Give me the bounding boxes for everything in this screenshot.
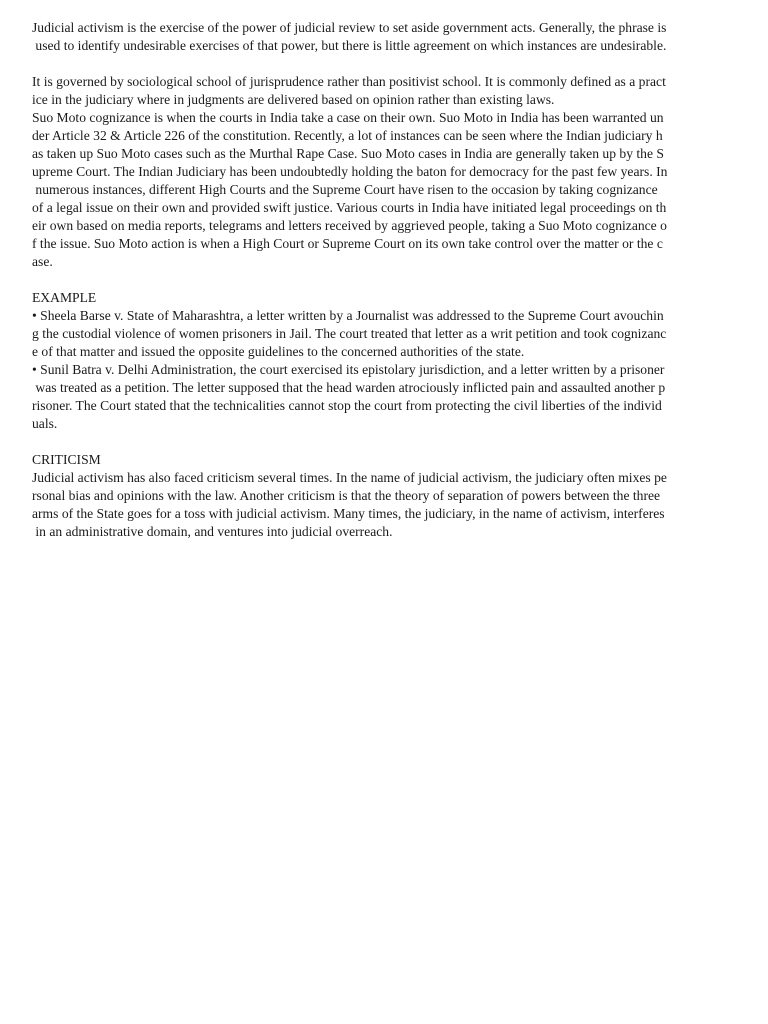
text-line: • Sheela Barse v. State of Maharashtra, a letter written by a Journalist was addressed to the Supreme Court avouchin (32, 308, 664, 323)
text-line: ase. (32, 254, 53, 269)
text-line: numerous instances, different High Courts and the Supreme Court have risen to the occasion by taking cognizance (32, 182, 658, 197)
text-line: used to identify undesirable exercises of that power, but there is little agreement on which instances are undesirable. (32, 38, 667, 53)
text-line: in an administrative domain, and ventures into judicial overreach. (32, 524, 393, 539)
text-line: arms of the State goes for a toss with judicial activism. Many times, the judiciary, in the name of activism, interferes (32, 506, 665, 521)
text-line: was treated as a petition. The letter supposed that the head warden atrociously inflicted pain and assaulted another p (32, 380, 666, 395)
text-line: of a legal issue on their own and provided swift justice. Various courts in India have initiated legal proceedings on th (32, 200, 667, 215)
section-heading-criticism: CRITICISM (32, 452, 101, 467)
document-body (32, 19, 734, 541)
paragraph-suo-moto (32, 73, 734, 271)
paragraph-spacer (32, 55, 734, 73)
section-heading-example: EXAMPLE (32, 290, 97, 305)
paragraph-intro (32, 19, 734, 55)
text-line: It is governed by sociological school of jurisprudence rather than positivist school. It is commonly defined as a pract (32, 74, 666, 89)
text-line: • Sunil Batra v. Delhi Administration, the court exercised its epistolary jurisdiction, and a letter written by a prisoner (32, 362, 665, 377)
text-line: Judicial activism has also faced criticism several times. In the name of judicial activism, the judiciary often mixes pe (32, 470, 667, 485)
paragraph-spacer (32, 271, 734, 289)
text-line: eir own based on media reports, telegrams and letters received by aggrieved people, taking a Suo Moto cognizance o (32, 218, 667, 233)
text-line: rsonal bias and opinions with the law. Another criticism is that the theory of separation of powers between the three (32, 488, 661, 503)
text-line: risoner. The Court stated that the technicalities cannot stop the court from protecting the civil liberties of the individ (32, 398, 662, 413)
text-line: upreme Court. The Indian Judiciary has been undoubtedly holding the baton for democracy for the past few years. In (32, 164, 668, 179)
text-line: as taken up Suo Moto cases such as the Murthal Rape Case. Suo Moto cases in India are generally taken up by the S (32, 146, 664, 161)
text-line: ice in the judiciary where in judgments are delivered based on opinion rather than existing laws. (32, 92, 555, 107)
text-line: der Article 32 & Article 226 of the constitution. Recently, a lot of instances can be seen where the Indian judiciary h (32, 128, 663, 143)
text-line: f the issue. Suo Moto action is when a High Court or Supreme Court on its own take control over the matter or the c (32, 236, 663, 251)
text-line: uals. (32, 416, 58, 431)
text-line: Judicial activism is the exercise of the power of judicial review to set aside government acts. Generally, the phrase is (32, 20, 667, 35)
text-line: Suo Moto cognizance is when the courts in India take a case on their own. Suo Moto in India has been warranted un (32, 110, 664, 125)
paragraph-spacer (32, 433, 734, 451)
paragraph-example (32, 289, 734, 433)
text-line: g the custodial violence of women prisoners in Jail. The court treated that letter as a writ petition and took cognizanc (32, 326, 667, 341)
text-line: e of that matter and issued the opposite guidelines to the concerned authorities of the state. (32, 344, 525, 359)
paragraph-criticism (32, 451, 734, 541)
